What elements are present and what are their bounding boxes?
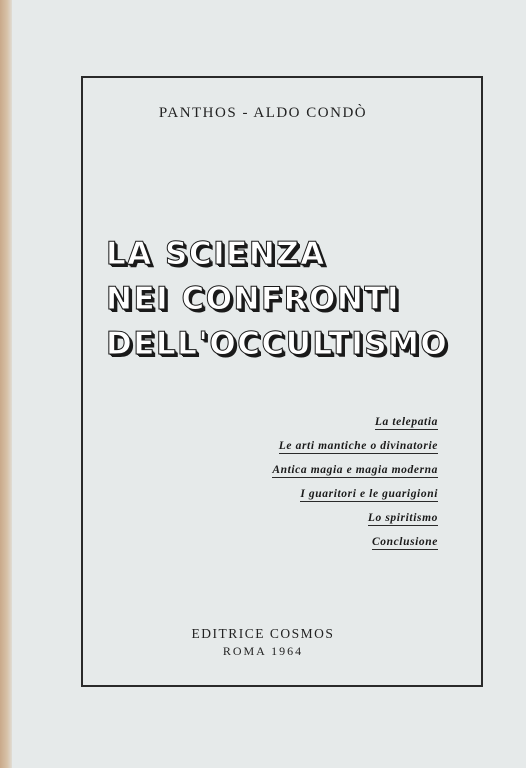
cover-frame xyxy=(81,76,483,687)
author-line: PANTHOS - ALDO CONDÒ xyxy=(158,105,368,121)
contents-item: La telepatia xyxy=(374,416,438,428)
publication-place-year: ROMA 1964 xyxy=(222,644,304,658)
title-line-2: NEI CONFRONTI xyxy=(106,281,401,317)
contents-item: Le arti mantiche o divinatorie xyxy=(278,440,438,452)
title-line-1: LA SCIENZA xyxy=(106,236,326,272)
title-line-3: DELL'OCCULTISMO xyxy=(106,326,449,362)
publisher-name: EDITRICE COSMOS xyxy=(191,626,335,641)
contents-item: I guaritori e le guarigioni xyxy=(300,488,438,500)
book-title xyxy=(106,232,448,367)
contents-item: Conclusione xyxy=(371,536,438,548)
contents-item: Antica magia e magia moderna xyxy=(272,464,438,476)
contents-list xyxy=(272,412,438,556)
contents-item: Lo spiritismo xyxy=(367,512,438,524)
